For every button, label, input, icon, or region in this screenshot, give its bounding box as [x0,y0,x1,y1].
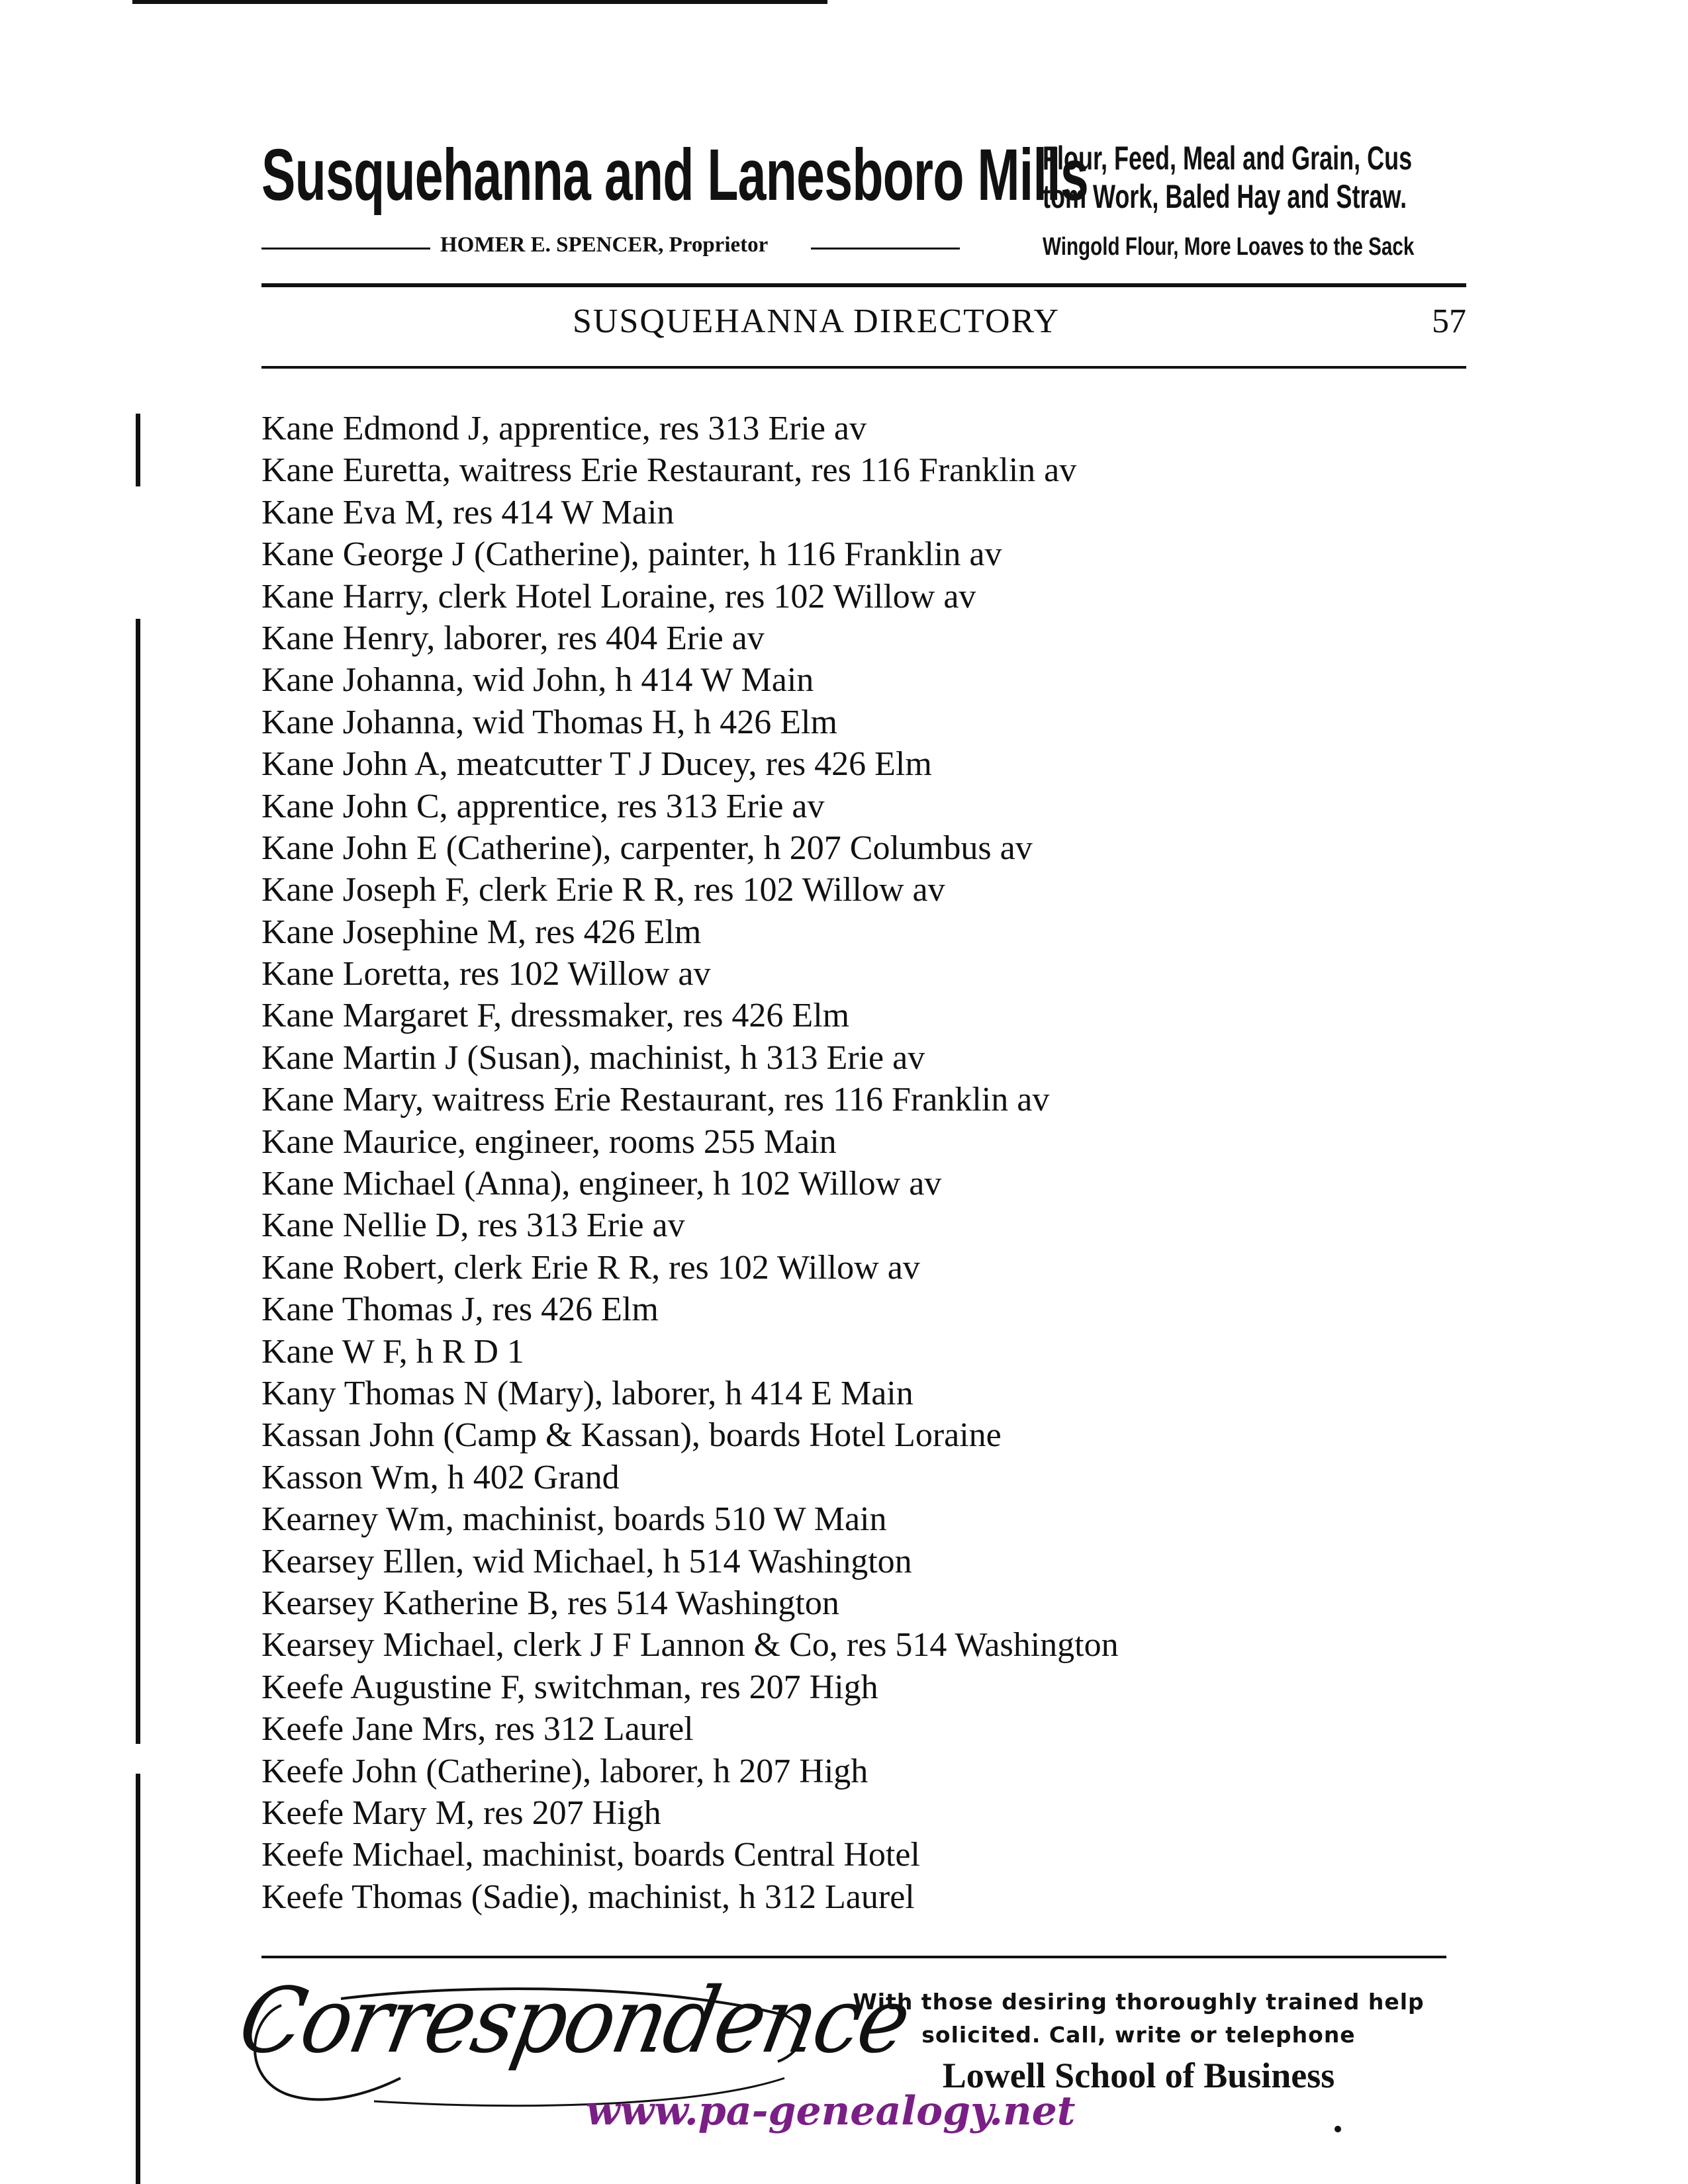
services-line-2: tom Work, Baled Hay and Straw. [1043,178,1407,215]
school-name: Lowell School of Business [942,2056,1335,2095]
directory-entry: Kane Euretta, waitress Erie Restaurant, res 116 Franklin av [261,451,1077,490]
directory-entry: Kane Robert, clerk Erie R R, res 102 Willow av [261,1248,920,1287]
directory-entry: Kane Joseph F, clerk Erie R R, res 102 Willow av [261,871,945,909]
ink-speck [1335,2126,1341,2132]
directory-entry: Kane George J (Catherine), painter, h 116 Franklin av [261,535,1002,574]
services-line-1: Flour, Feed, Meal and Grain, Cus [1043,140,1413,177]
directory-entry: Kane Maurice, engineer, rooms 255 Main [261,1122,837,1161]
directory-entry: Kassan John (Camp & Kassan), boards Hotel Loraine [261,1416,1002,1455]
dash-rule [811,248,960,250]
scan-edge-mark [136,1774,140,2184]
directory-entry: Kane Martin J (Susan), machinist, h 313 Erie av [261,1038,925,1077]
directory-entry: Kane W F, h R D 1 [261,1332,524,1371]
mills-services [1043,139,1481,216]
directory-entry: Keefe John (Catherine), laborer, h 207 High [261,1752,868,1790]
mills-title: Susquehanna and Lanesboro Mills [261,134,1088,216]
directory-entry: Kane John A, meatcutter T J Ducey, res 426 Elm [261,745,932,784]
footer-ad-text [814,1985,1463,2052]
footer-rule [261,1956,1446,1958]
directory-entry: Keefe Mary M, res 207 High [261,1794,661,1832]
mills-slogan: Wingold Flour, More Loaves to the Sack [1043,233,1415,261]
directory-entry: Keefe Thomas (Sadie), machinist, h 312 Laurel [261,1878,915,1916]
header-advertisement [261,132,1466,265]
directory-entry: Keefe Augustine F, switchman, res 207 High [261,1668,878,1706]
footer-ad-line-1: With those desiring thoroughly trained help [853,1989,1425,2015]
correspondence-script: Correspondence [231,1969,917,2073]
directory-entry: Kany Thomas N (Mary), laborer, h 414 E Main [261,1374,914,1412]
directory-entry: Kane Eva M, res 414 W Main [261,493,675,531]
directory-entry: Kane John C, apprentice, res 313 Erie av [261,787,825,825]
header-rule [261,366,1466,369]
directory-entry: Kane Harry, clerk Hotel Loraine, res 102 Willow av [261,577,976,615]
directory-entry: Kane Michael (Anna), engineer, h 102 Willow av [261,1165,942,1203]
directory-entry: Kane Thomas J, res 426 Elm [261,1291,659,1329]
directory-entry: Kane Edmond J, apprentice, res 313 Erie av [261,410,867,447]
directory-entry: Kearney Wm, machinist, boards 510 W Main [261,1500,887,1539]
header-rule [261,283,1466,287]
directory-title: SUSQUEHANNA DIRECTORY [573,302,1060,340]
footer-ad-line-2: solicited. Call, write or telephone [921,2022,1356,2048]
directory-entry: Kearsey Katherine B, res 514 Washington [261,1584,839,1622]
directory-entries [261,408,1453,1918]
directory-entry: Kasson Wm, h 402 Grand [261,1458,620,1496]
scan-edge-mark [136,619,140,1744]
directory-entry: Kane Mary, waitress Erie Restaurant, res 116 Franklin av [261,1081,1050,1119]
top-edge-rule [132,0,827,4]
directory-entry: Kane Johanna, wid John, h 414 W Main [261,661,814,700]
dash-rule [261,248,430,250]
directory-entry: Kane Margaret F, dressmaker, res 426 Elm [261,997,850,1035]
page-number: 57 [1432,302,1466,340]
directory-entry: Kane Johanna, wid Thomas H, h 426 Elm [261,703,837,741]
directory-entry: Keefe Michael, machinist, boards Central Hotel [261,1836,920,1874]
directory-entry: Kane Henry, laborer, res 404 Erie av [261,619,765,657]
directory-entry: Kane John E (Catherine), carpenter, h 207 Columbus av [261,829,1033,867]
proprietor-name: HOMER E. SPENCER, Proprietor [440,233,769,257]
directory-entry: Keefe Jane Mrs, res 312 Laurel [261,1710,694,1749]
watermark-link[interactable]: www.pa-genealogy.net [586,2088,1076,2134]
directory-entry: Kane Josephine M, res 426 Elm [261,913,702,951]
scan-edge-mark [136,414,140,486]
directory-entry: Kearsey Michael, clerk J F Lannon & Co, res 514 Washington [261,1626,1119,1664]
directory-entry: Kane Loretta, res 102 Willow av [261,955,711,993]
directory-entry: Kane Nellie D, res 313 Erie av [261,1206,685,1245]
directory-entry: Kearsey Ellen, wid Michael, h 514 Washington [261,1542,912,1580]
proprietor-line [261,233,1479,273]
